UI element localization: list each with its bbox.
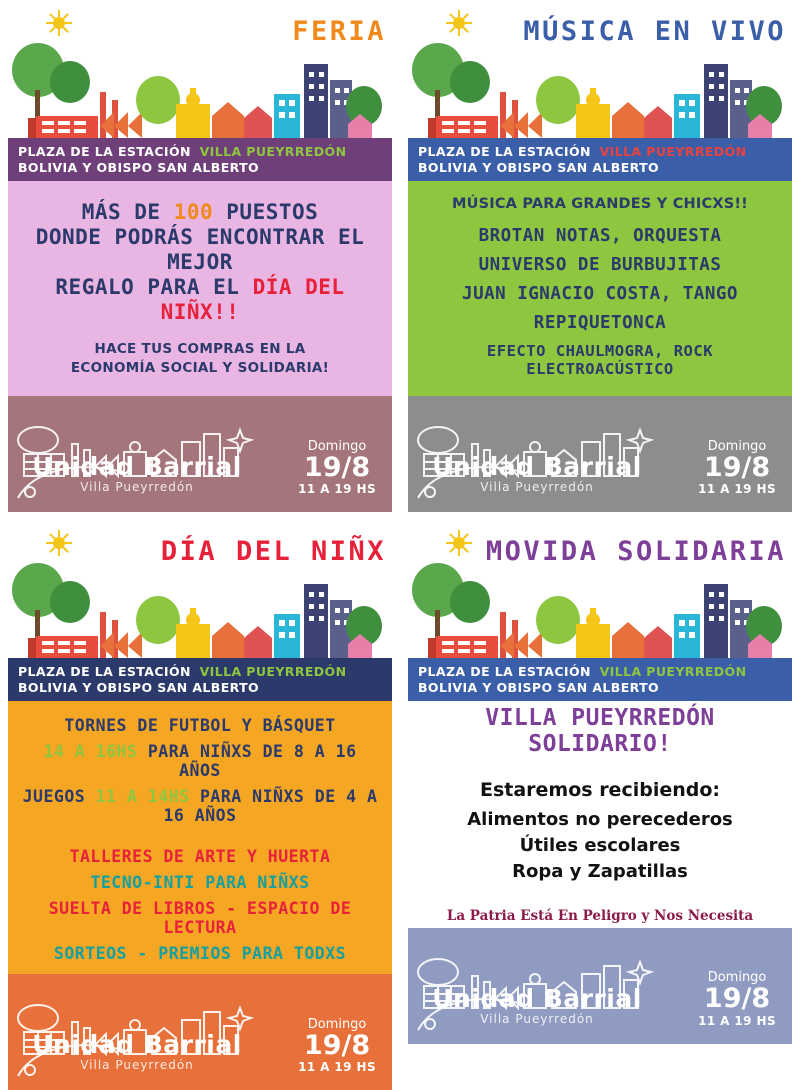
page-title: MÚSICA EN VIVO xyxy=(523,16,786,47)
brand-sub: Villa Pueyrredón xyxy=(480,1011,594,1026)
feria-highlight: DÍA DEL NIÑX!! xyxy=(160,274,345,324)
activity-raffles: SORTEOS - PREMIOS PARA TODXS xyxy=(53,944,347,964)
activity-workshops: TALLERES DE ARTE Y HUERTA xyxy=(69,847,331,867)
date-day: 19/8 xyxy=(303,451,371,483)
date-hours: 11 A 19 HS xyxy=(298,482,376,496)
list-item: Útiles escolares xyxy=(519,835,681,857)
brand-sub: Villa Pueyrredón xyxy=(80,1058,194,1073)
date-day: 19/8 xyxy=(303,1029,371,1061)
feria-line-1: MÁS DE 100 PUESTOS xyxy=(81,200,319,225)
poster-header xyxy=(8,8,392,138)
poster-body xyxy=(8,701,392,974)
brand-sub: Villa Pueyrredón xyxy=(80,480,194,494)
musica-subtitle: MÚSICA PARA GRANDES Y CHICXS!! xyxy=(452,196,748,213)
poster-body xyxy=(408,181,792,396)
swirl-icon xyxy=(416,992,526,1034)
city-skyline-icon xyxy=(408,550,792,658)
address-cross-streets: BOLIVIA Y OBISPO SAN ALBERTO xyxy=(18,159,260,175)
city-skyline-icon xyxy=(8,30,392,138)
address-municipality: VILLA PUEYRREDÓN xyxy=(599,664,747,679)
swirl-icon xyxy=(16,1038,126,1080)
poster-header xyxy=(8,528,392,658)
list-item: UNIVERSO DE BURBUJITAS xyxy=(478,255,722,276)
poster-movida-solidaria xyxy=(400,520,800,1040)
poster-dia-del-ninx xyxy=(0,520,400,1075)
city-skyline-icon xyxy=(8,550,392,658)
poster-card xyxy=(408,528,792,1032)
address-municipality: VILLA PUEYRREDÓN xyxy=(199,664,347,679)
feria-subtext: HACE TUS COMPRAS EN LA ECONOMÍA SOCIAL Y SOLIDARIA! xyxy=(70,341,330,376)
list-item: Ropa y Zapatillas xyxy=(512,861,688,883)
movida-subtitle: Estaremos recibiendo: xyxy=(479,779,721,802)
brand-name: Unidad Barrial xyxy=(32,1030,242,1060)
feria-stall-count: 100 xyxy=(173,200,214,225)
address-place: PLAZA DE LA ESTACIÓN xyxy=(18,144,191,159)
brand-name: Unidad Barrial xyxy=(432,452,642,481)
activity-tournaments: TORNES DE FUTBOL Y BÁSQUET xyxy=(64,716,336,736)
address-band xyxy=(8,658,392,701)
date-hours: 11 A 19 HS xyxy=(298,1060,376,1075)
feria-line-3: REGALO PARA EL DÍA DEL NIÑX!! xyxy=(55,274,345,324)
poster-footer xyxy=(8,396,392,512)
list-item: REPIQUETONCA xyxy=(533,313,667,334)
list-item: BROTAN NOTAS, ORQUESTA xyxy=(478,226,722,247)
poster-body xyxy=(8,181,392,396)
date-hours: 11 A 19 HS xyxy=(698,482,776,496)
poster-card xyxy=(8,528,392,1075)
brand-name: Unidad Barrial xyxy=(432,983,642,1013)
activity-books: SUELTA DE LIBROS - ESPACIO DE LECTURA xyxy=(48,899,352,938)
activity-tournaments-schedule: 14 A 16HS PARA NIÑXS DE 8 A 16 AÑOS xyxy=(43,742,357,781)
movida-headline: VILLA PUEYRREDÓN SOLIDARIO! xyxy=(485,705,715,758)
list-item: Alimentos no perecederos xyxy=(467,809,733,831)
address-band xyxy=(408,658,792,701)
feria-line-2: DONDE PODRÁS ENCONTRAR EL MEJOR xyxy=(35,225,365,275)
date-weekday: Domingo xyxy=(307,438,367,454)
event-date xyxy=(698,970,776,1027)
page-title: MOVIDA SOLIDARIA xyxy=(485,536,786,567)
poster-card xyxy=(8,8,392,512)
page-title: FERIA xyxy=(292,16,386,47)
poster-body xyxy=(408,701,792,927)
page-title: DÍA DEL NIÑX xyxy=(160,536,386,567)
poster-musica-en-vivo xyxy=(400,0,800,520)
address-cross-streets: BOLIVIA Y OBISPO SAN ALBERTO xyxy=(18,679,260,695)
swirl-icon xyxy=(416,460,526,502)
poster-feria xyxy=(0,0,400,520)
list-item: JUAN IGNACIO COSTA, TANGO xyxy=(462,284,738,305)
date-weekday: Domingo xyxy=(707,970,767,986)
list-item: EFECTO CHAULMOGRA, ROCK ELECTROACÚSTICO xyxy=(486,342,714,379)
address-place: PLAZA DE LA ESTACIÓN xyxy=(418,664,591,679)
address-municipality: VILLA PUEYRREDÓN xyxy=(199,144,347,159)
date-weekday: Domingo xyxy=(307,1016,367,1032)
date-weekday: Domingo xyxy=(707,438,767,454)
activity-games: JUEGOS 11 A 14HS PARA NIÑXS DE 4 A 16 AÑOS xyxy=(22,787,378,826)
schedule-hours: 11 A 14HS xyxy=(95,787,190,807)
brand-sub: Villa Pueyrredón xyxy=(480,480,594,494)
date-day: 19/8 xyxy=(703,983,771,1015)
event-date xyxy=(298,1017,376,1074)
poster-card xyxy=(408,8,792,512)
poster-header xyxy=(408,528,792,658)
poster-footer xyxy=(408,928,792,1044)
address-band xyxy=(408,138,792,181)
poster-header xyxy=(408,8,792,138)
address-cross-streets: BOLIVIA Y OBISPO SAN ALBERTO xyxy=(418,159,660,175)
city-skyline-icon xyxy=(408,30,792,138)
address-municipality: VILLA PUEYRREDÓN xyxy=(599,144,747,159)
date-hours: 11 A 19 HS xyxy=(698,1013,776,1028)
activity-tecno-inti: TECNO-INTI PARA NIÑXS xyxy=(90,873,310,893)
movida-footnote: La Patria Está En Peligro y Nos Necesita xyxy=(446,907,754,924)
address-band xyxy=(8,138,392,181)
brand-name: Unidad Barrial xyxy=(32,452,242,481)
event-date xyxy=(698,439,776,496)
poster-footer xyxy=(8,974,392,1090)
address-place: PLAZA DE LA ESTACIÓN xyxy=(18,664,191,679)
poster-footer xyxy=(408,396,792,512)
schedule-hours: 14 A 16HS xyxy=(43,742,138,762)
date-day: 19/8 xyxy=(703,451,771,483)
address-cross-streets: BOLIVIA Y OBISPO SAN ALBERTO xyxy=(418,679,660,695)
swirl-icon xyxy=(16,460,126,502)
event-date xyxy=(298,439,376,496)
address-place: PLAZA DE LA ESTACIÓN xyxy=(418,144,591,159)
